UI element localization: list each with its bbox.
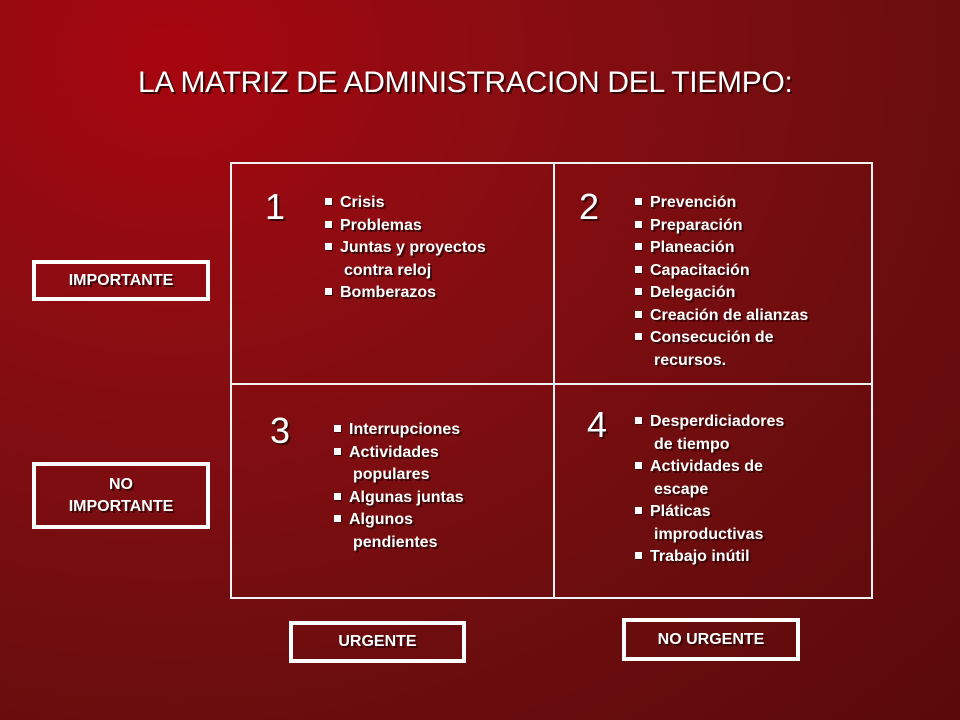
list-item: Consecución de bbox=[634, 327, 808, 350]
matrix-vertical-divider bbox=[553, 164, 555, 597]
not-important-label-box bbox=[32, 462, 210, 529]
urgent-label-box bbox=[289, 621, 466, 663]
list-item-continuation: recursos. bbox=[654, 351, 727, 369]
list-item: Preparación bbox=[634, 215, 808, 238]
quadrant-3-list bbox=[333, 419, 464, 554]
list-item: Planeación bbox=[634, 237, 808, 260]
quadrant-2-list bbox=[634, 192, 808, 372]
list-item: Algunos bbox=[333, 509, 464, 532]
list-item: Actividades de bbox=[634, 456, 784, 479]
list-item: Problemas bbox=[324, 215, 486, 238]
quadrant-1-number: 1 bbox=[265, 186, 286, 227]
list-item: Prevención bbox=[634, 192, 808, 215]
list-item-continuation: escape bbox=[654, 480, 709, 498]
list-item: Interrupciones bbox=[333, 419, 464, 442]
list-item: Actividades bbox=[333, 442, 464, 465]
list-item: Pláticas bbox=[634, 501, 784, 524]
list-item: Desperdiciadores bbox=[634, 411, 784, 434]
list-item-continuation: pendientes bbox=[353, 533, 438, 551]
quadrant-4-number: 4 bbox=[587, 404, 608, 445]
important-label-box bbox=[32, 260, 210, 301]
list-item: Trabajo inútil bbox=[634, 546, 784, 569]
not-urgent-label-box bbox=[622, 618, 800, 661]
important-label: IMPORTANTE bbox=[68, 271, 174, 289]
time-management-matrix bbox=[230, 162, 873, 599]
quadrant-1-list bbox=[324, 192, 486, 305]
quadrant-2-number: 2 bbox=[579, 186, 600, 227]
urgent-label: URGENTE bbox=[338, 633, 417, 650]
not-urgent-label: NO URGENTE bbox=[657, 630, 765, 648]
list-item: Creación de alianzas bbox=[634, 305, 808, 328]
list-item-continuation: improductivas bbox=[654, 525, 764, 543]
quadrant-3-number: 3 bbox=[270, 410, 291, 451]
quadrant-4-list bbox=[634, 411, 784, 569]
list-item: Crisis bbox=[324, 192, 486, 215]
list-item-continuation: contra reloj bbox=[344, 261, 432, 279]
list-item: Bomberazos bbox=[324, 282, 486, 305]
not-important-label-line2: IMPORTANTE bbox=[68, 497, 174, 515]
page-title: LA MATRIZ DE ADMINISTRACION DEL TIEMPO: bbox=[138, 66, 793, 99]
not-important-label-line1: NO bbox=[109, 475, 133, 493]
list-item: Juntas y proyectos bbox=[324, 237, 486, 260]
list-item: Delegación bbox=[634, 282, 808, 305]
list-item-continuation: populares bbox=[353, 466, 430, 483]
list-item: Capacitación bbox=[634, 260, 808, 283]
list-item: Algunas juntas bbox=[333, 487, 464, 510]
list-item-continuation: de tiempo bbox=[654, 435, 730, 453]
matrix-horizontal-divider bbox=[232, 383, 871, 385]
